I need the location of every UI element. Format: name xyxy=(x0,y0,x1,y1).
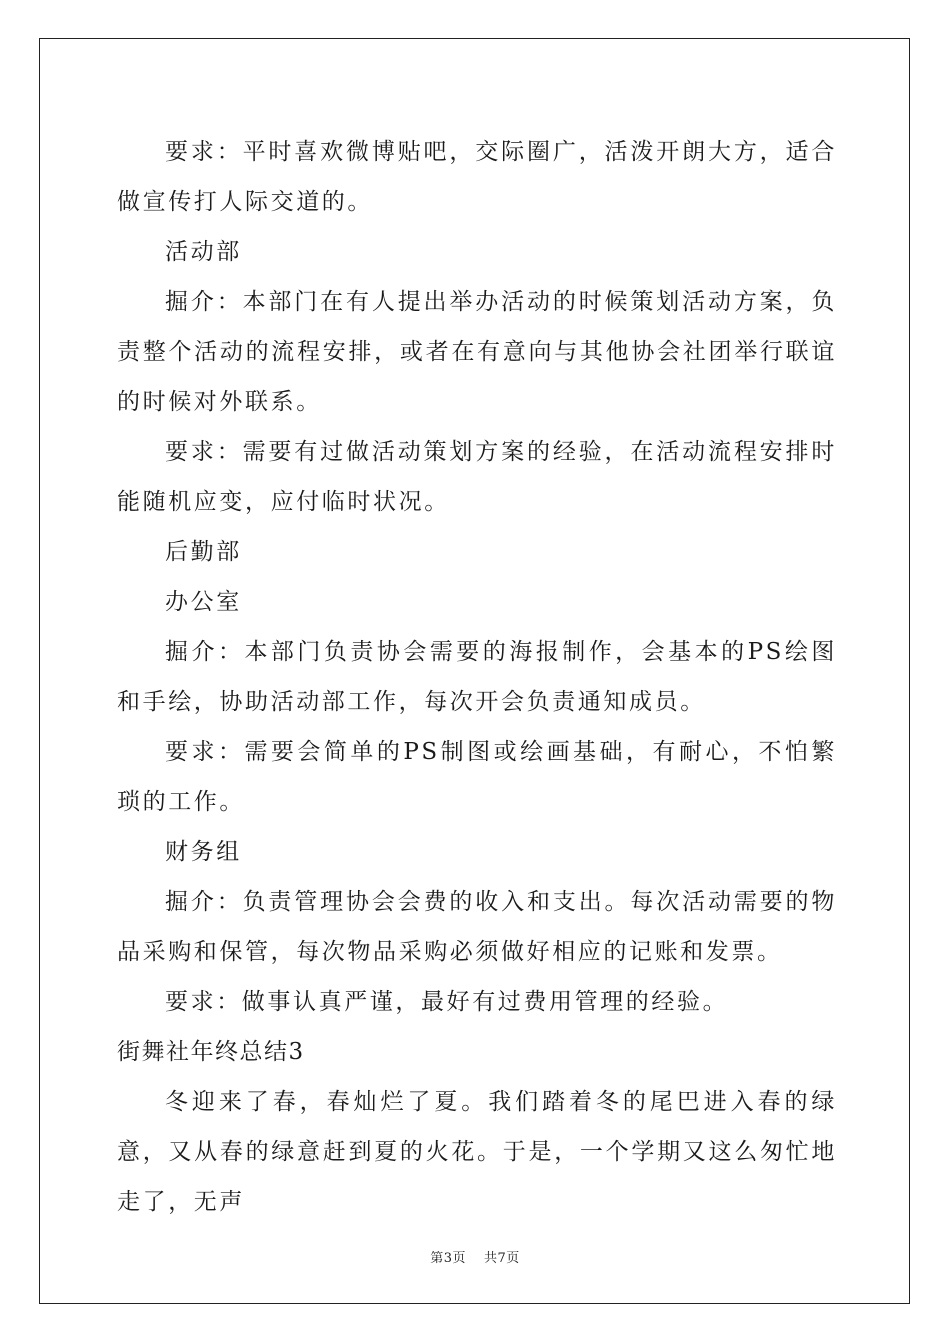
paragraph: 要求：需要会简单的PS制图或绘画基础，有耐心，不怕繁琐的工作。 xyxy=(117,739,837,815)
section-heading: 办公室 xyxy=(165,589,242,615)
document-title: 街舞社年终总结3 xyxy=(117,1039,305,1065)
paragraph: 掘介：本部门负责协会需要的海报制作，会基本的PS绘图和手绘，协助活动部工作，每次开会负责通知成员。 xyxy=(117,639,837,715)
paragraph: 要求：平时喜欢微博贴吧，交际圈广，活泼开朗大方，适合做宣传打人际交道的。 xyxy=(117,139,837,215)
paragraph: 要求：需要有过做活动策划方案的经验，在活动流程安排时能随机应变，应付临时状况。 xyxy=(117,439,837,515)
section-heading: 活动部 xyxy=(165,239,242,265)
section-heading: 财务组 xyxy=(165,839,242,865)
section-heading: 后勤部 xyxy=(165,539,242,565)
page-footer xyxy=(0,1247,950,1266)
paragraph: 冬迎来了春，春灿烂了夏。我们踏着冬的尾巴进入春的绿意，又从春的绿意赶到夏的火花。于是，一个学期又这么匆忙地走了，无声 xyxy=(117,1089,837,1215)
document-body xyxy=(117,127,837,1227)
paragraph: 掘介：本部门在有人提出举办活动的时候策划活动方案，负责整个活动的流程安排，或者在有意向与其他协会社团举行联谊的时候对外联系。 xyxy=(117,289,837,415)
page-total: 共7页 xyxy=(484,1251,520,1266)
page-number: 第3页 xyxy=(430,1251,466,1266)
paragraph: 要求：做事认真严谨，最好有过费用管理的经验。 xyxy=(165,989,729,1015)
paragraph: 掘介：负责管理协会会费的收入和支出。每次活动需要的物品采购和保管，每次物品采购必须做好相应的记账和发票。 xyxy=(117,889,837,965)
